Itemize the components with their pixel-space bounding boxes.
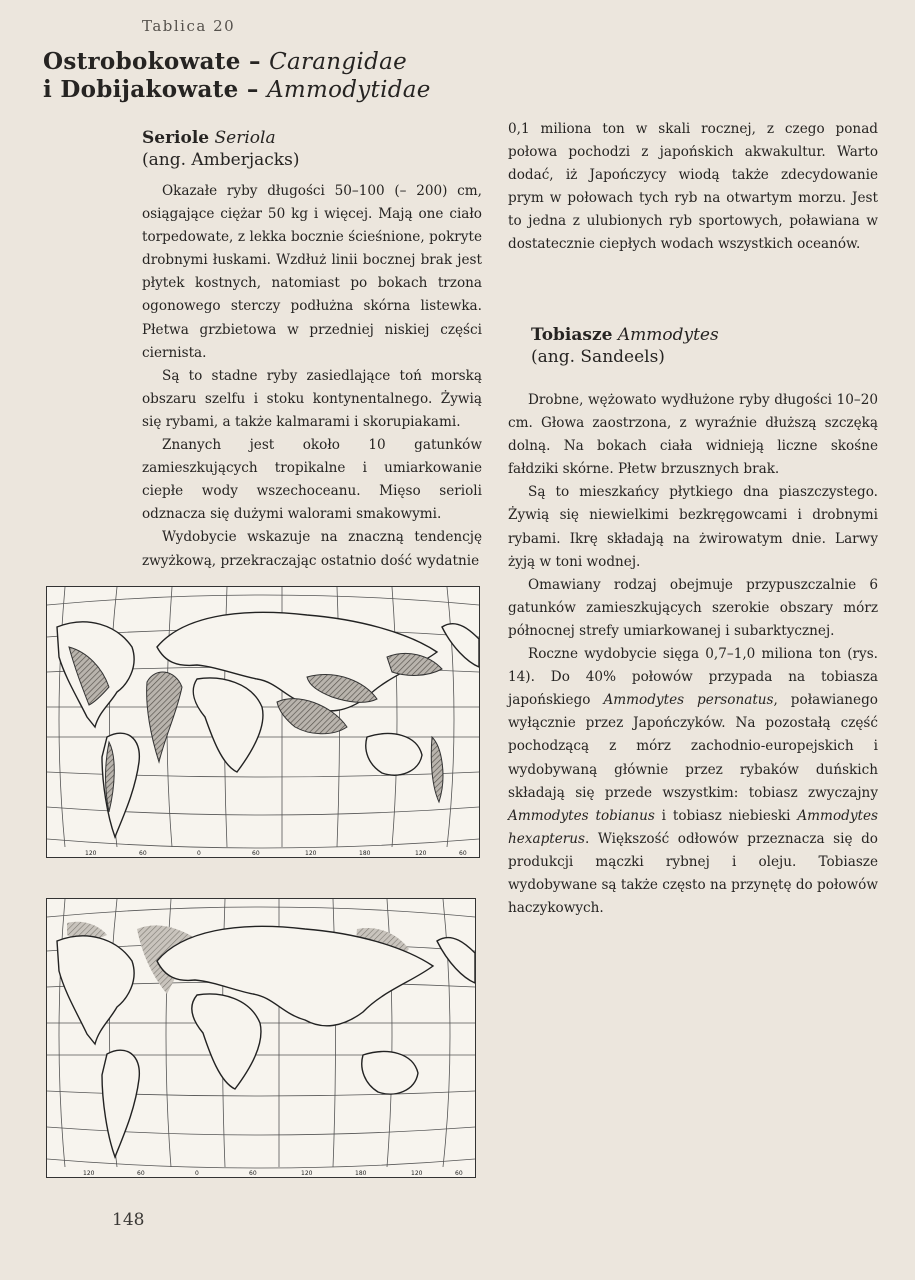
ammodytes-heading (531, 324, 719, 368)
svg-text:120: 120 (415, 850, 427, 857)
page-number: 148 (112, 1210, 145, 1230)
title-line-2 (43, 76, 431, 104)
svg-text:180: 180 (359, 850, 371, 857)
svg-text:120: 120 (83, 1170, 95, 1177)
plate-label: Tablica 20 (142, 17, 236, 35)
svg-text:120: 120 (411, 1170, 423, 1177)
svg-text:60: 60 (455, 1170, 463, 1177)
seriola-map-longitude-labels (85, 850, 467, 857)
svg-text:60: 60 (459, 850, 467, 857)
ammodytes-text (508, 389, 878, 920)
ammodytes-latin: Ammodytes (617, 325, 719, 345)
svg-text:0: 0 (197, 850, 201, 857)
seriola-p4-cont: 0,1 miliona ton w skali rocznej, z czego ponad połowa pochodzi z japońskich akwakultur. Warto dodać, iż Japończycy wiodą także zdecydowanie prym w połowach tych ryb na otwartym morzu. Jest to jedna z ulubionych ryb sportowych, poławiana w dostatecznie ciepłych wodach wszystkich oceanów. (508, 121, 878, 253)
ammodytes-map-svg (47, 899, 475, 1177)
seriola-p3: Znanych jest około 10 gatunków zamieszkujących tropikalne i umiarkowanie ciepłe wody wszechoceanu. Mięso serioli odznacza się dużymi walorami smakowymi. (142, 437, 482, 523)
svg-text:60: 60 (139, 850, 147, 857)
svg-text:60: 60 (137, 1170, 145, 1177)
seriola-p2: Są to stadne ryby zasiedlające toń morską obszaru szelfu i stoku kontynentalnego. Żywią się rybami, a także kalmarami i skorupiakami. (142, 367, 482, 430)
title-latin-1: Carangidae (269, 49, 408, 75)
seriola-latin: Seriola (214, 128, 276, 148)
seriola-distribution-map (46, 586, 480, 858)
title-family-2: i Dobijakowate (43, 76, 239, 103)
ammodytes-p4: Roczne wydobycie sięga 0,7–1,0 miliona ton (rys. 14). Do 40% połowów przypada na tobiasza japońskiego Ammodytes personatus, poławianego wyłącznie przez Japończyków. Na pozostałą część pochodzącą z mórz zachodnio-europejskich i wydobywaną głównie przez rybaków duńskich składają się przede wszystkim: tobiasz zwyczajny Ammodytes tobianus i tobiasz niebieski Ammodytes hexapterus. Większość odłowów przeznacza się do produkcji mączki rybnej i oleju. Tobiasze wydobywane są także często na przynętę do połowów haczykowych. (508, 646, 878, 917)
seriola-english: (ang. Amberjacks) (142, 150, 300, 170)
title-line-1 (43, 48, 431, 76)
svg-text:120: 120 (85, 850, 97, 857)
svg-text:120: 120 (305, 850, 317, 857)
ammodytes-name: Tobiasze (531, 325, 613, 345)
ammodytes-p1: Drobne, wężowato wydłużone ryby długości 10–20 cm. Głowa zaostrzona, z wyraźnie dłuższą szczęką dolną. Na bokach ciała widnieją liczne skośne fałdziki skórne. Płetw brzusznych brak. (508, 392, 878, 478)
svg-text:60: 60 (252, 850, 260, 857)
svg-text:0: 0 (195, 1170, 199, 1177)
title-sep-2: – (238, 76, 267, 103)
title-family-1: Ostrobokowate (43, 48, 241, 75)
title-sep-1: – (240, 48, 270, 75)
ammodytes-map-longitude-labels (83, 1170, 463, 1177)
seriola-name: Seriole (142, 128, 210, 148)
ammodytes-p3: Omawiany rodzaj obejmuje przypuszczalnie 6 gatunków zamieszkujących szerokie obszary mórz północnej strefy umiarkowanej i subarktycznej. (508, 576, 878, 639)
page-title (43, 48, 431, 104)
ammodytes-p2: Są to mieszkańcy płytkiego dna piaszczystego. Żywią się niewielkimi bezkręgowcami i drobnymi rybami. Ikrę składają na żwirowatym dnie. Larwy żyją w toni wodnej. (508, 484, 878, 570)
seriola-p4: Wydobycie wskazuje na znaczną tendencję zwyżkową, przekraczając ostatnio dość wydatnie (142, 529, 482, 569)
ammodytes-distribution-map (46, 898, 476, 1178)
ammodytes-english: (ang. Sandeels) (531, 347, 665, 367)
svg-text:180: 180 (355, 1170, 367, 1177)
svg-text:60: 60 (249, 1170, 257, 1177)
svg-text:120: 120 (301, 1170, 313, 1177)
seriola-map-svg (47, 587, 479, 857)
seriola-text-continued (508, 118, 878, 257)
seriola-heading (142, 127, 299, 171)
title-latin-2: Ammodytidae (266, 77, 431, 103)
seriola-text (142, 180, 482, 573)
seriola-p1: Okazałe ryby długości 50–100 (– 200) cm, osiągające ciężar 50 kg i więcej. Mają one ciało torpedowate, z lekka bocznie ścieśnione, pokryte drobnymi łuskami. Wzdłuż linii bocznej brak jest płytek kostnych, natomiast po bokach trzona ogonowego sterczy podłużna skórna listewka. Płetwa grzbietowa w przedniej niskiej części ciernista. (142, 183, 482, 361)
